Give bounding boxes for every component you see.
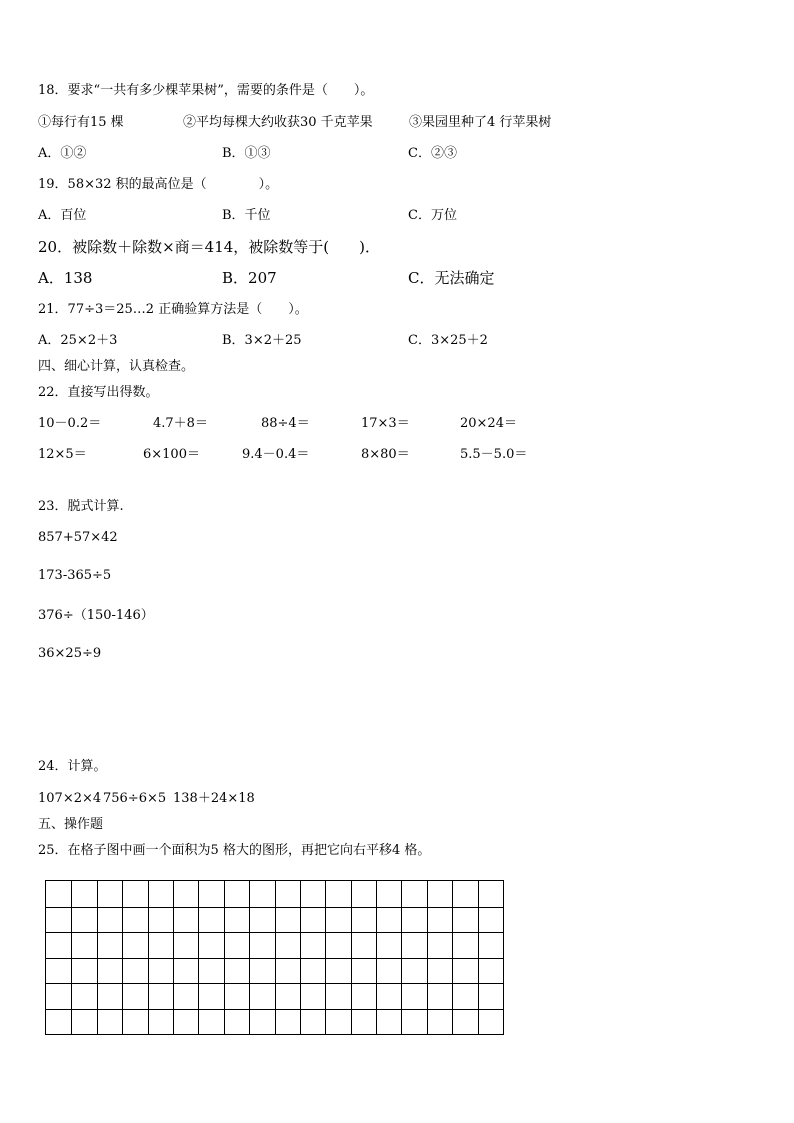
q20-option-c[interactable]: C．无法确定 xyxy=(408,269,495,287)
question-22-stem: 22．直接写出得数。 xyxy=(38,385,159,400)
q20-option-a[interactable]: A．138 xyxy=(38,269,93,287)
q18-condition-2: ②平均每棵大约收获30 千克苹果 xyxy=(183,115,373,130)
question-18-stem: 18．要求“一共有多少棵苹果树”，需要的条件是（ ）。 xyxy=(38,83,374,98)
question-23-stem: 23．脱式计算. xyxy=(38,499,124,514)
section-4-heading: 四、细心计算，认真检查。 xyxy=(38,359,195,374)
q23-item-3: 376÷（150-146） xyxy=(38,608,154,623)
q18-condition-1: ①每行有15 棵 xyxy=(38,115,124,130)
q18-option-b[interactable]: B．①③ xyxy=(222,146,271,161)
q23-item-2: 173-365÷5 xyxy=(38,568,112,583)
grid-row-line xyxy=(46,983,503,984)
question-19-stem: 19．58×32 积的最高位是（ ）。 xyxy=(38,177,279,192)
question-25-stem: 25．在格子图中画一个面积为5 格大的图形，再把它向右平移4 格。 xyxy=(38,843,431,858)
q21-option-c[interactable]: C．3×25＋2 xyxy=(408,333,488,348)
grid-row-line xyxy=(46,907,503,908)
q21-option-b[interactable]: B．3×2＋25 xyxy=(222,333,302,348)
q21-option-a[interactable]: A．25×2＋3 xyxy=(38,333,118,348)
q22-r2-item-2: 6×100＝ xyxy=(143,447,200,462)
q22-r2-item-5: 5.5－5.0＝ xyxy=(460,447,528,462)
q23-item-1: 857+57×42 xyxy=(38,530,118,545)
drawing-grid[interactable] xyxy=(45,880,504,1035)
q19-option-c[interactable]: C．万位 xyxy=(408,208,457,223)
q24-item-1: 107×2×4 xyxy=(38,791,102,806)
q18-option-a[interactable]: A．①② xyxy=(38,146,87,161)
q22-r1-item-2: 4.7＋8＝ xyxy=(153,416,208,431)
q18-condition-3: ③果园里种了4 行苹果树 xyxy=(409,115,552,130)
q23-item-4: 36×25÷9 xyxy=(38,646,102,661)
q22-r2-item-1: 12×5＝ xyxy=(38,447,87,462)
grid-row-line xyxy=(46,1009,503,1010)
q22-r1-item-5: 20×24＝ xyxy=(460,416,517,431)
section-5-heading: 五、操作题 xyxy=(38,817,104,832)
q18-option-c[interactable]: C．②③ xyxy=(408,146,457,161)
q22-r1-item-4: 17×3＝ xyxy=(361,416,410,431)
q22-r1-item-3: 88÷4＝ xyxy=(261,416,310,431)
q22-r1-item-1: 10－0.2＝ xyxy=(38,416,102,431)
q19-option-a[interactable]: A．百位 xyxy=(38,208,87,223)
q19-option-b[interactable]: B．千位 xyxy=(222,208,271,223)
question-21-stem: 21．77÷3＝25…2 正确验算方法是（ ）。 xyxy=(38,302,308,317)
grid-row-line xyxy=(46,932,503,933)
question-24-stem: 24．计算。 xyxy=(38,759,107,774)
question-20-stem: 20．被除数＋除数×商＝414，被除数等于( )． xyxy=(38,238,380,256)
q22-r2-item-3: 9.4－0.4＝ xyxy=(242,447,310,462)
grid-row-line xyxy=(46,958,503,959)
q22-r2-item-4: 8×80＝ xyxy=(361,447,410,462)
q24-item-2: 756÷6×5 xyxy=(103,791,167,806)
q24-item-3: 138＋24×18 xyxy=(173,791,255,806)
q20-option-b[interactable]: B．207 xyxy=(222,269,277,287)
